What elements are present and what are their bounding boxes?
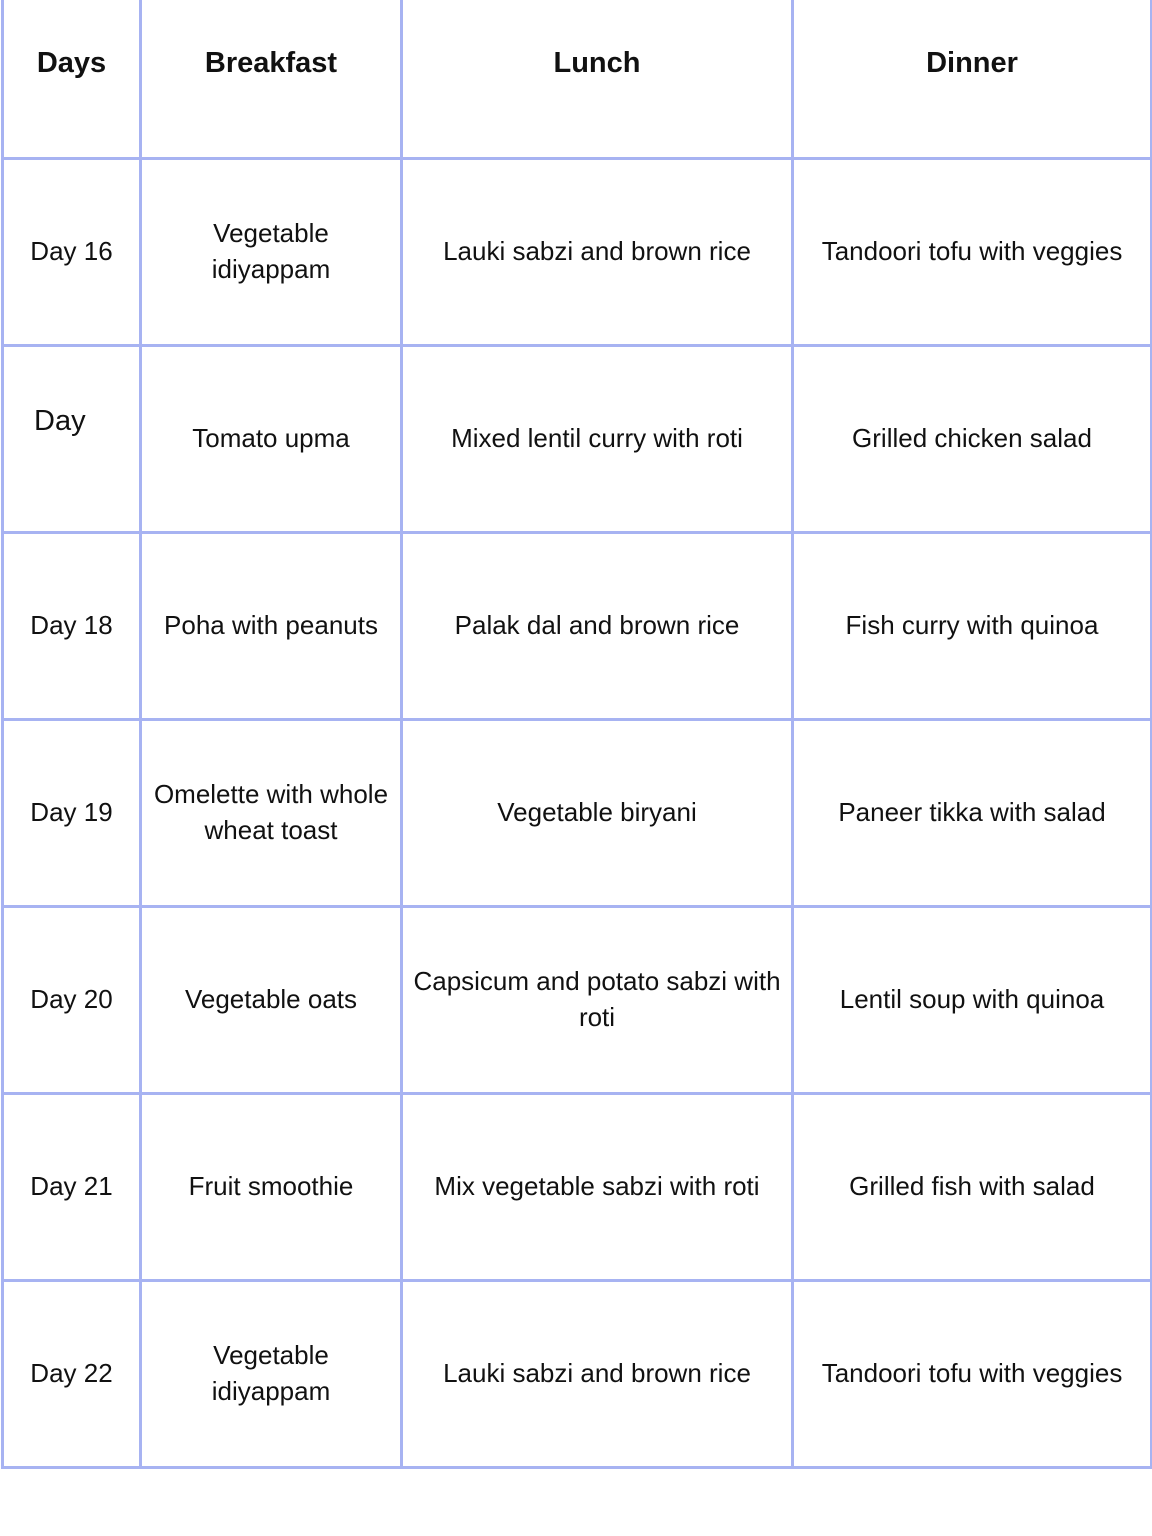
breakfast-cell: Omelette with whole wheat toast [141, 719, 402, 906]
dinner-cell: Tandoori tofu with veggies [793, 158, 1152, 345]
header-row [3, 0, 1152, 158]
meal-plan-table [1, 0, 1152, 1469]
lunch-cell: Palak dal and brown rice [402, 532, 793, 719]
breakfast-cell: Fruit smoothie [141, 1093, 402, 1280]
table-row [3, 532, 1152, 719]
lunch-cell: Lauki sabzi and brown rice [402, 158, 793, 345]
dinner-cell: Tandoori tofu with veggies [793, 1280, 1152, 1467]
table-header [3, 0, 1152, 158]
day-cell: Day 19 [3, 719, 141, 906]
day-cell: Day 22 [3, 1280, 141, 1467]
dinner-cell: Fish curry with quinoa [793, 532, 1152, 719]
dinner-cell: Grilled chicken salad [793, 345, 1152, 532]
lunch-cell: Mixed lentil curry with roti [402, 345, 793, 532]
table-body [3, 158, 1152, 1467]
header-dinner: Dinner [793, 0, 1152, 158]
dinner-cell: Grilled fish with salad [793, 1093, 1152, 1280]
lunch-cell: Vegetable biryani [402, 719, 793, 906]
breakfast-cell: Vegetable oats [141, 906, 402, 1093]
dinner-cell: Paneer tikka with salad [793, 719, 1152, 906]
table-row [3, 719, 1152, 906]
lunch-cell: Lauki sabzi and brown rice [402, 1280, 793, 1467]
header-days: Days [3, 0, 141, 158]
table-row [3, 906, 1152, 1093]
day-cell: Day 21 [3, 1093, 141, 1280]
table-row [3, 345, 1152, 532]
day-cell: Day 16 [3, 158, 141, 345]
lunch-cell: Mix vegetable sabzi with roti [402, 1093, 793, 1280]
day-cell: Day 20 [3, 906, 141, 1093]
day-cell: Day [3, 345, 141, 532]
breakfast-cell: Tomato upma [141, 345, 402, 532]
table-row [3, 1093, 1152, 1280]
day-cell: Day 18 [3, 532, 141, 719]
header-lunch: Lunch [402, 0, 793, 158]
table-row [3, 158, 1152, 345]
table-row [3, 1280, 1152, 1467]
lunch-cell: Capsicum and potato sabzi with roti [402, 906, 793, 1093]
breakfast-cell: Vegetable idiyappam [141, 1280, 402, 1467]
breakfast-cell: Poha with peanuts [141, 532, 402, 719]
breakfast-cell: Vegetable idiyappam [141, 158, 402, 345]
header-breakfast: Breakfast [141, 0, 402, 158]
dinner-cell: Lentil soup with quinoa [793, 906, 1152, 1093]
